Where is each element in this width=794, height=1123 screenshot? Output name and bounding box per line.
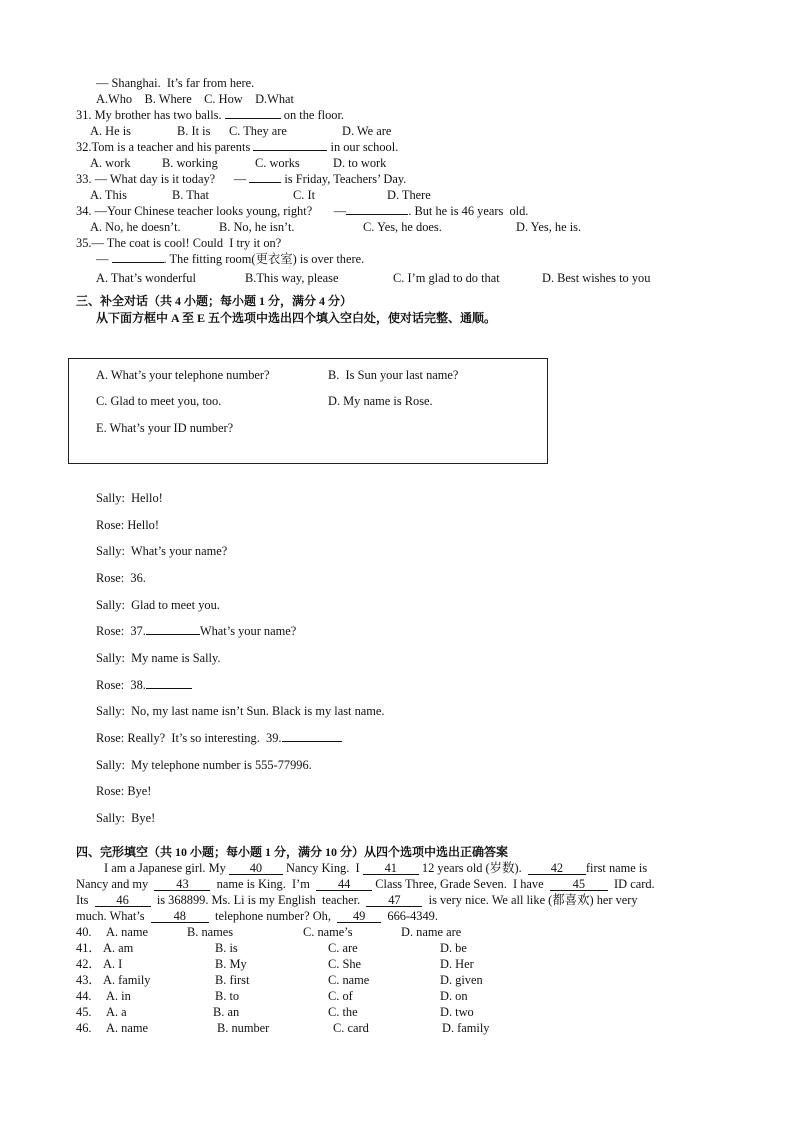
p2-text-4: ID card. [614,877,655,891]
choice-43-a[interactable]: A. family [103,973,151,987]
q34-option-a[interactable]: A. No, he doesn’t. [90,220,181,234]
question-31 [76,108,344,122]
p1-text-1: I am a Japanese girl. My [104,861,226,875]
choice-num: 46. [76,1021,92,1035]
q35-option-a[interactable]: A. That’s wonderful [96,271,196,285]
p3-text-3: is very nice. We all like (都喜欢) her very [428,893,638,907]
choice-row-40 [76,925,92,939]
question-32 [76,140,398,154]
p4-text-1: much. What’s [76,909,145,923]
p4-text-2: telephone number? Oh, [215,909,331,923]
q33-option-b[interactable]: B. That [172,188,209,202]
dialogue-line-9: Sally: No, my last name isn’t Sun. Black is my last name. [96,704,385,718]
p2-text-3: Class Three, Grade Seven. I have [375,877,544,891]
blank-48[interactable]: 48 [151,910,209,923]
q32-option-c[interactable]: C. works [255,156,300,170]
q32-stem-end: in our school. [330,140,399,154]
dialogue-line-6-label: Rose: 37. [96,624,146,638]
p2-text-1: Nancy and my [76,877,149,891]
choice-42-c[interactable]: C. She [328,957,362,971]
blank-46[interactable]: 46 [95,894,151,907]
question-33 [76,172,406,186]
blank-44[interactable]: 44 [316,878,372,891]
q33-option-d[interactable]: D. There [387,188,431,202]
q31-stem: 31. My brother has two balls. [76,108,222,122]
dialogue-line-12: Rose: Bye! [96,784,152,798]
q32-option-a[interactable]: A. work [90,156,131,170]
choice-45-a[interactable]: A. a [106,1005,127,1019]
q35-dash: — [96,252,109,266]
choice-44-a[interactable]: A. in [106,989,131,1003]
choice-46-c[interactable]: C. card [333,1021,369,1035]
blank-39[interactable] [282,741,342,742]
choice-num: 45. [76,1005,92,1019]
passage-line-4 [76,909,438,923]
dialogue-line-8-label: Rose: 38. [96,678,146,692]
section-4-title: 四、完形填空（共 10 小题；每小题 1 分，满分 10 分）从四个选项中选出正确答案 [76,845,509,859]
choice-42-b[interactable]: B. My [215,957,247,971]
blank-47[interactable]: 47 [366,894,422,907]
dialogue-line-7: Sally: My name is Sally. [96,651,221,665]
question-35: 35.— The coat is cool! Could I try it on? [76,236,282,250]
choice-num: 43． [76,973,101,987]
passage-line-3 [76,893,638,907]
box-option-e: E. What’s your ID number? [96,421,234,435]
q34-stem: 34. —Your Chinese teacher looks young, right? — [76,204,347,218]
q35-option-d[interactable]: D. Best wishes to you [542,271,651,285]
choice-row-41 [76,941,101,955]
choice-row-46 [76,1021,92,1035]
dialogue-line-13: Sally: Bye! [96,811,156,825]
section-3-instruction: 从下面方框中 A 至 E 五个选项中选出四个填入空白处，使对话完整、通顺。 [96,311,497,325]
question-34 [76,204,528,218]
blank-41[interactable]: 41 [363,862,419,875]
blank-45[interactable]: 45 [550,878,608,891]
choice-46-b[interactable]: B. number [217,1021,270,1035]
choice-43-c[interactable]: C. name [328,973,370,987]
box-option-c: C. Glad to meet you, too. [96,394,222,408]
choice-row-42 [76,957,101,971]
choice-row-44 [76,989,92,1003]
q33-stem-end: is Friday, Teachers’ Day. [284,172,407,186]
dialogue-line-8 [96,678,192,692]
dialogue-line-5: Sally: Glad to meet you. [96,598,220,612]
choice-num: 41． [76,941,101,955]
p2-text-2: name is King. I’m [216,877,310,891]
choice-40-b[interactable]: B. names [187,925,234,939]
p4-text-3: 666-4349. [387,909,438,923]
choice-41-c[interactable]: C. are [328,941,358,955]
q33-option-c[interactable]: C. It [293,188,316,202]
choice-40-d[interactable]: D. name are [401,925,462,939]
choice-45-b[interactable]: B. an [213,1005,240,1019]
p1-text-3: 12 years old (岁数). [421,861,522,875]
choice-row-45 [76,1005,92,1019]
dialogue-line-3: Sally: What’s your name? [96,544,228,558]
q32-blank[interactable] [253,150,327,151]
blank-38[interactable] [146,688,192,689]
choice-43-b[interactable]: B. first [215,973,250,987]
section-3-title: 三、补全对话（共 4 小题；每小题 1 分，满分 4 分） [76,294,353,308]
q34-option-b[interactable]: B. No, he isn’t. [219,220,295,234]
blank-49[interactable]: 49 [337,910,381,923]
choice-40-c[interactable]: C. name’s [303,925,353,939]
dialogue-line-2: Rose: Hello! [96,518,159,532]
choice-num: 40. [76,925,92,939]
q34-blank[interactable] [346,214,408,215]
choice-41-d[interactable]: D. be [440,941,467,955]
blank-43[interactable]: 43 [154,878,210,891]
options-box [68,358,548,464]
blank-42[interactable]: 42 [528,862,586,875]
choice-41-b[interactable]: B. is [215,941,238,955]
choice-43-d[interactable]: D. given [440,973,483,987]
choice-46-a[interactable]: A. name [106,1021,148,1035]
q31-option-b[interactable]: B. It is [177,124,211,138]
passage-line-2 [76,877,655,891]
choice-row-43 [76,973,101,987]
dialogue-line-10 [96,731,342,745]
dialogue-line-1: Sally: Hello! [96,491,163,505]
box-option-b: B. Is Sun your last name? [328,368,459,382]
q33-option-a[interactable]: A. This [90,188,127,202]
choice-44-b[interactable]: B. to [215,989,240,1003]
q33-blank[interactable] [249,182,281,183]
blank-37[interactable] [146,634,200,635]
dialogue-line-4: Rose: 36. [96,571,146,585]
choice-44-c[interactable]: C. of [328,989,353,1003]
q34-option-c[interactable]: C. Yes, he does. [363,220,442,234]
q32-option-b[interactable]: B. working [162,156,218,170]
dialogue-line-6-tail: What’s your name? [199,624,297,638]
q35-option-b[interactable]: B.This way, please [245,271,339,285]
q31-stem-end: on the floor. [283,108,345,122]
box-option-a: A. What’s your telephone number? [96,368,270,382]
q31-blank[interactable] [225,118,281,119]
q31-option-a[interactable]: A. He is [90,124,131,138]
choice-46-d[interactable]: D. family [442,1021,490,1035]
box-option-d: D. My name is Rose. [328,394,433,408]
p3-text-1: Its [76,893,89,907]
choice-42-d[interactable]: D. Her [440,957,474,971]
q35-stem-end: . The fitting room(更衣室) is over there. [163,252,365,266]
choice-40-a[interactable]: A. name [106,925,148,939]
q31-option-d[interactable]: D. We are [342,124,392,138]
choice-num: 42． [76,957,101,971]
q32-option-d[interactable]: D. to work [333,156,387,170]
q31-option-c[interactable]: C. They are [229,124,287,138]
passage-line-1 [104,861,647,875]
dialogue-line-10-label: Rose: Really? It’s so interesting. 39. [96,731,282,745]
choice-41-a[interactable]: A. am [103,941,134,955]
choice-42-a[interactable]: A. I [103,957,123,971]
question-35-line2 [96,252,364,266]
q35-blank[interactable] [112,262,164,263]
prev-options-line: A.Who B. Where C. How D.What [96,92,294,106]
q32-stem: 32.Tom is a teacher and his parents [76,140,251,154]
q33-stem: 33. — What day is it today? — [76,172,247,186]
p3-text-2: is 368899. Ms. Li is my English teacher. [156,893,361,907]
q35-option-c[interactable]: C. I’m glad to do that [393,271,500,285]
p1-text-4: first name is [585,861,648,875]
prev-answer-line: — Shanghai. It’s far from here. [96,76,255,90]
q34-stem-end: . But he is 46 years old. [408,204,529,218]
choice-45-c[interactable]: C. the [328,1005,358,1019]
choice-45-d[interactable]: D. two [440,1005,474,1019]
q34-option-d[interactable]: D. Yes, he is. [516,220,582,234]
dialogue-line-11: Sally: My telephone number is 555-77996. [96,758,312,772]
choice-44-d[interactable]: D. on [440,989,468,1003]
dialogue-line-6 [96,624,296,638]
blank-40[interactable]: 40 [229,862,283,875]
p1-text-2: Nancy King. I [286,861,360,875]
choice-num: 44. [76,989,92,1003]
